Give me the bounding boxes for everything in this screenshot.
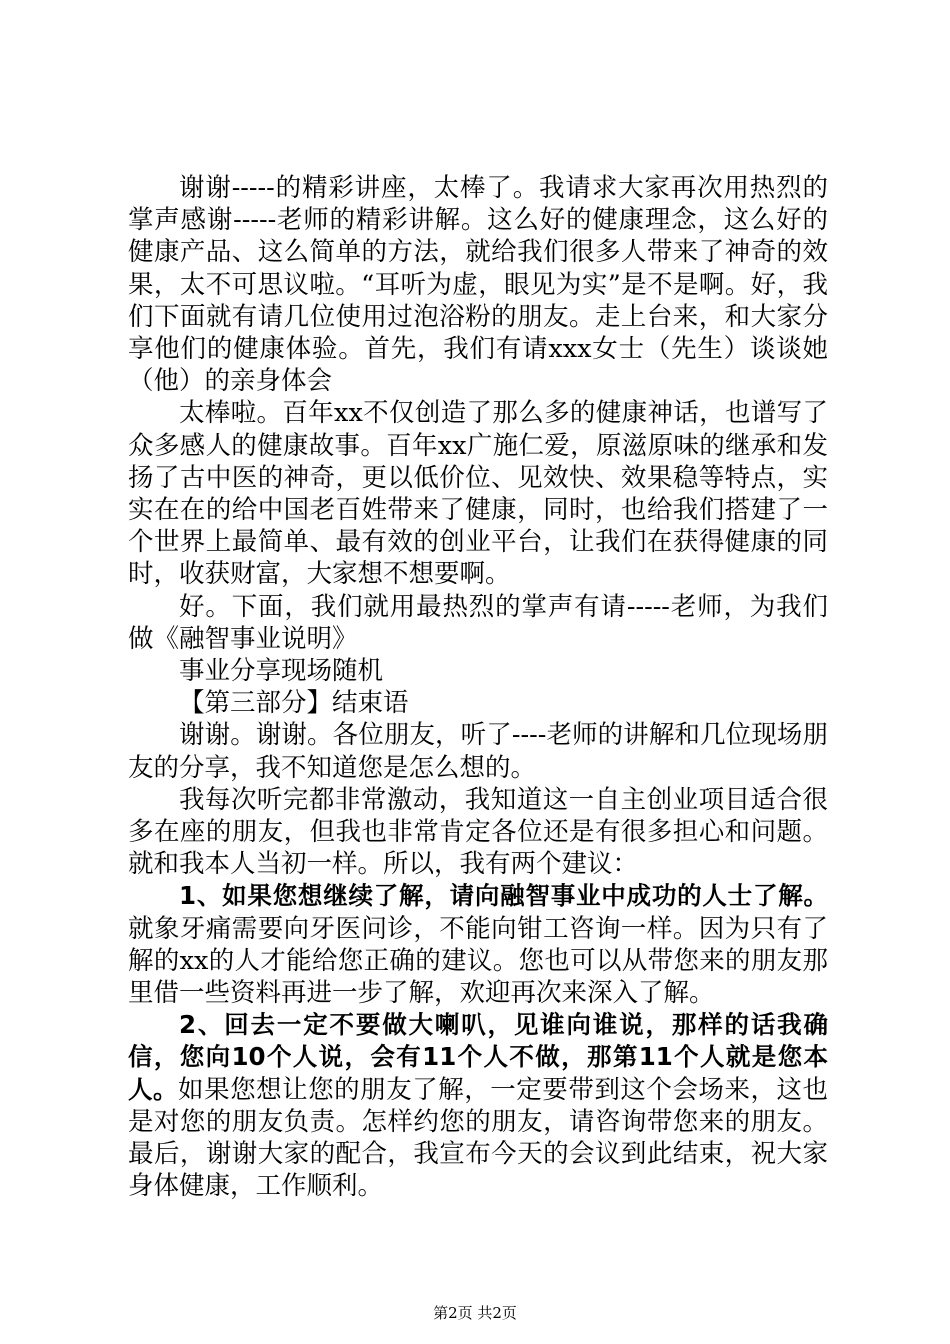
suggestion-two-body: 如果您想让您的朋友了解，一定要带到这个会场来，这也是对您的朋友负责。怎样约您的朋友，请咨询带您来的朋友。最后，谢谢大家的配合，我宣布今天的会议到此结束，祝大家身体健康，工作顺利。 — [128, 1074, 828, 1202]
suggestion-one-body: 就象牙痛需要向牙医问诊，不能向钳工咨询一样。因为只有了解的xx的人才能给您正确的建议。您也可以从带您来的朋友那里借一些资料再进一步了解，欢迎再次来深入了解。 — [128, 913, 828, 1009]
suggestion-two — [128, 1009, 828, 1202]
suggestion-one-lead: 1、如果您想继续了解，请向融智事业中成功的人士了解。 — [179, 881, 828, 911]
paragraph-invite: 好。下面，我们就用最热烈的掌声有请-----老师，为我们做《融智事业说明》 — [128, 591, 828, 654]
suggestion-two-lead: 2、回去一定不要做大喇叭，见谁向谁说，那样的话我确信，您向10个人说，会有11个人不做，那第11个人就是您本人。 — [128, 1010, 828, 1104]
paragraph-suggestions: 我每次听完都非常激动，我知道这一自主创业项目适合很多在座的朋友，但我也非常肯定各位还是有很多担心和问题。就和我本人当初一样。所以，我有两个建议： — [128, 784, 828, 880]
suggestion-one — [128, 880, 828, 1009]
document-body — [128, 172, 828, 1203]
paragraph-praise: 太棒啦。百年xx不仅创造了那么多的健康神话，也谱写了众多感人的健康故事。百年xx广施仁爱，原滋原味的继承和发扬了古中医的神奇，更以低价位、见效快、效果稳等特点，实实在在的给中国老百姓带来了健康，同时，也给我们搭建了一个世界上最简单、最有效的创业平台，让我们在获得健康的同时，收获财富，大家想不想要啊。 — [128, 398, 828, 590]
paragraph-intro: 谢谢-----的精彩讲座，太棒了。我请求大家再次用热烈的掌声感谢-----老师的精彩讲解。这么好的健康理念，这么好的健康产品、这么简单的方法，就给我们很多人带来了神奇的效果，太不可思议啦。“耳听为虚，眼见为实”是不是啊。好，我们下面就有请几位使用过泡浴粉的朋友。走上台来，和大家分享他们的健康体验。首先，我们有请xxx女士（先生）谈谈她（他）的亲身体会 — [128, 173, 828, 397]
paragraph-business-share: 事业分享现场随机 — [179, 656, 384, 687]
paragraph-thanks: 谢谢。谢谢。各位朋友，听了----老师的讲解和几位现场朋友的分享，我不知道您是怎么想的。 — [128, 720, 828, 783]
section-heading: 【第三部分】结束语 — [179, 688, 409, 719]
page-footer: 第2页 共2页 — [433, 1304, 517, 1322]
